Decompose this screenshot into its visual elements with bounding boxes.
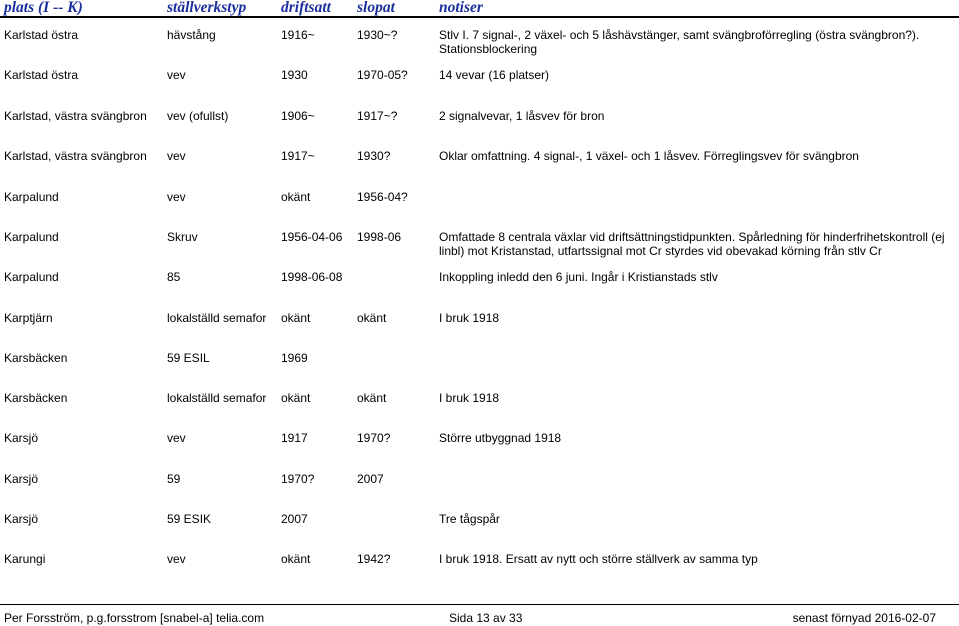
cell-in-service: okänt <box>281 391 311 405</box>
cell-in-service: 1917~ <box>281 149 315 163</box>
cell-place: Karsjö <box>4 512 39 526</box>
cell-removed: 1930~? <box>357 28 398 42</box>
cell-removed: 1970-05? <box>357 68 408 82</box>
footer-author: Per Forsström, p.g.forsstrom [snabel-a] telia.com <box>4 611 265 625</box>
cell-notes: Inkoppling inledd den 6 juni. Ingår i Kristianstads stlv <box>439 270 718 284</box>
cell-type: 85 <box>167 270 181 284</box>
cell-removed: 1942? <box>357 552 391 566</box>
cell-in-service: 1998-06-08 <box>281 270 343 284</box>
cell-in-service: 1969 <box>281 351 308 365</box>
cell-notes: Oklar omfattning. 4 signal-, 1 växel- och 1 låsvev. Förreglingsvev för svängbron <box>439 149 859 163</box>
cell-place: Karlstad, västra svängbron <box>4 149 147 163</box>
cell-place: Karsjö <box>4 431 39 445</box>
cell-type: vev <box>167 68 186 82</box>
footer-updated-date: senast förnyad 2016-02-07 <box>792 611 936 625</box>
cell-removed: 1956-04? <box>357 190 408 204</box>
cell-in-service: 1917 <box>281 431 308 445</box>
cell-place: Karpalund <box>4 230 59 244</box>
cell-place: Karlstad östra <box>4 68 79 82</box>
cell-in-service: okänt <box>281 552 311 566</box>
cell-in-service: 1930 <box>281 68 308 82</box>
cell-notes: I bruk 1918 <box>439 391 500 405</box>
cell-notes: Tre tågspår <box>439 512 500 526</box>
header-removed: slopat <box>357 0 395 16</box>
cell-place: Karpalund <box>4 190 59 204</box>
header-divider <box>0 16 959 18</box>
cell-removed: 1998-06 <box>357 230 402 244</box>
cell-place: Karptjärn <box>4 311 53 325</box>
cell-notes: Större utbyggnad 1918 <box>439 431 562 445</box>
header-place: plats (I -- K) <box>4 0 83 16</box>
cell-type: vev <box>167 149 186 163</box>
cell-in-service: 1970? <box>281 472 315 486</box>
cell-type: hävstång <box>167 28 216 42</box>
cell-notes: 2 signalvevar, 1 låsvev för bron <box>439 109 605 123</box>
header-type: ställverkstyp <box>167 0 247 16</box>
cell-place: Karungi <box>4 552 46 566</box>
cell-place: Karsbäcken <box>4 351 68 365</box>
cell-removed: okänt <box>357 311 387 325</box>
cell-removed: okänt <box>357 391 387 405</box>
cell-removed: 1930? <box>357 149 391 163</box>
cell-in-service: 1916~ <box>281 28 315 42</box>
cell-type: vev <box>167 431 186 445</box>
header-in-service: driftsatt <box>281 0 331 16</box>
footer-divider <box>0 604 959 605</box>
cell-in-service: okänt <box>281 311 311 325</box>
cell-place: Karsjö <box>4 472 39 486</box>
cell-notes: Omfattade 8 centrala växlar vid driftsättningstidpunkten. Spårledning för hinderfrihetskontroll (ej linbl) mot Kristanstad, utfartssignal mot Cr styrdes vid obevakad körning från stlv Cr <box>439 230 945 258</box>
cell-notes: 14 vevar (16 platser) <box>439 68 550 82</box>
cell-in-service: 2007 <box>281 512 308 526</box>
cell-type: vev <box>167 190 186 204</box>
cell-type: Skruv <box>167 230 198 244</box>
cell-place: Karlstad, västra svängbron <box>4 109 147 123</box>
cell-notes: Stlv I. 7 signal-, 2 växel- och 5 låshävstänger, samt svängbroförregling (östra svängbron?). Stationsblockering <box>439 28 920 56</box>
cell-removed: 1970? <box>357 431 391 445</box>
cell-in-service: 1956-04-06 <box>281 230 343 244</box>
cell-removed: 2007 <box>357 472 384 486</box>
cell-in-service: 1906~ <box>281 109 315 123</box>
cell-type: lokalställd semafor <box>167 311 267 325</box>
header-notes: notiser <box>439 0 483 16</box>
column-header-bar <box>0 0 959 16</box>
cell-type: vev (ofullst) <box>167 109 229 123</box>
cell-notes: I bruk 1918 <box>439 311 500 325</box>
cell-type: lokalställd semafor <box>167 391 267 405</box>
cell-type: vev <box>167 552 186 566</box>
cell-place: Karlstad östra <box>4 28 79 42</box>
cell-removed: 1917~? <box>357 109 398 123</box>
footer-page-number: Sida 13 av 33 <box>449 611 523 625</box>
cell-place: Karsbäcken <box>4 391 68 405</box>
cell-place: Karpalund <box>4 270 59 284</box>
cell-type: 59 <box>167 472 181 486</box>
cell-type: 59 ESIK <box>167 512 212 526</box>
cell-type: 59 ESIL <box>167 351 210 365</box>
cell-in-service: okänt <box>281 190 311 204</box>
cell-notes: I bruk 1918. Ersatt av nytt och större ställverk av samma typ <box>439 552 758 566</box>
